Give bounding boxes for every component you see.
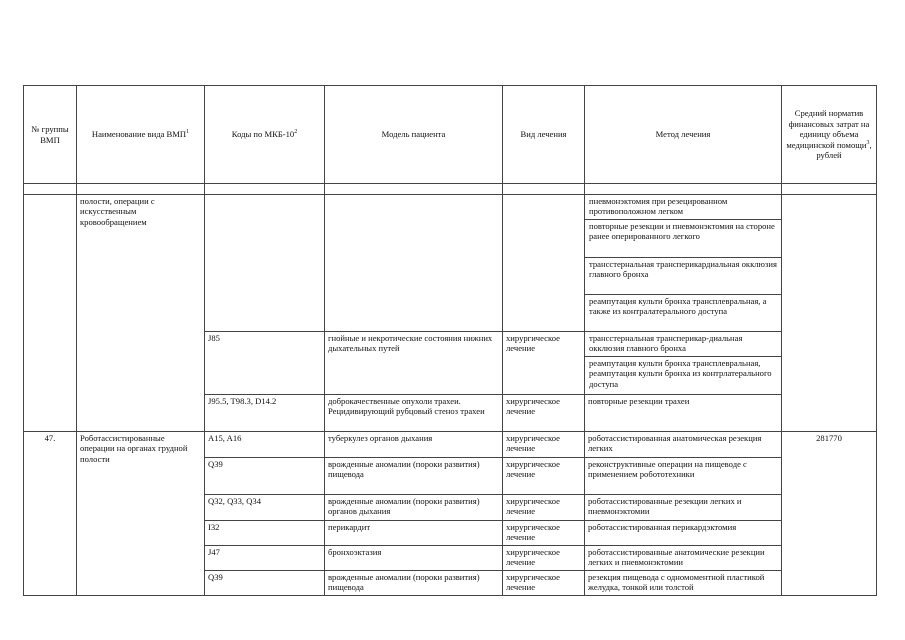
codes-cell: J47 [205,546,325,571]
model-cell: врожденные аномалии (пороки развития) пищевода [325,458,503,495]
header-treatment-type: Вид лечения [503,86,585,184]
codes-cell: J95.5, T98.3, D14.2 [205,395,325,432]
type-cell: хирургическое лечение [503,546,585,571]
codes-cell: Q32, Q33, Q34 [205,495,325,521]
table-row [24,195,877,332]
method-cell: роботассистированные резекции легких и пневмонэктомии [585,495,782,521]
header-icd-codes: Коды по МКБ-$10^2$ [205,86,325,184]
method-cell: роботассистированная перикардэктомия [585,521,782,546]
method-item: пневмонэктомия при резецированном противоположном легком [585,195,781,220]
method-cell: реконструктивные операции на пищеводе с применением робототехники [585,458,782,495]
table-row [24,432,877,458]
group-number-cell [24,195,77,432]
type-cell: хирургическое лечение [503,495,585,521]
methods-cell [585,332,782,395]
codes-cell: I32 [205,521,325,546]
method-item: реампутация культи бронха трансплевральная, реампутация культи бронха из контрлатерального доступа [589,358,772,389]
method-cell: резекция пищевода с одномоментной пластикой желудка, тонкой или толстой [585,571,782,596]
header-cost-norm: Средний норматив финансовых затрат на единицу объема медицинской помощи$^3$, рублей [782,86,877,184]
model-cell: врожденные аномалии (пороки развития) органов дыхания [325,495,503,521]
codes-cell [205,195,325,332]
header-vmp-name: Наименование вида ВМП$^1$ [77,86,205,184]
spacer-row [24,184,877,195]
cost-cell: 281770 [782,432,877,596]
type-cell [503,195,585,332]
model-cell: врожденные аномалии (пороки развития) пищевода [325,571,503,596]
header-patient-model: Модель пациента [325,86,503,184]
header-treatment-method: Метод лечения [585,86,782,184]
model-cell: гнойные и некротические состояния нижних дыхательных путей [325,332,503,395]
method-item: трансстернальная трансперикар-диальная окклюзия главного бронха [585,332,781,357]
vmp-table [23,85,877,596]
group-number-cell: 47. [24,432,77,596]
vmp-name-cell: Роботассистированные операции на органах грудной полости [77,432,205,596]
header-group-number: № группы ВМП [24,86,77,184]
model-cell: доброкачественные опухоли трахеи. Рецидивирующий рубцовый стеноз трахеи [325,395,503,432]
method-item: трансстернальная трансперикардиальная окклюзия главного бронха [585,258,781,295]
cost-cell [782,195,877,432]
codes-cell: A15, A16 [205,432,325,458]
model-cell: бронхоэктазия [325,546,503,571]
model-cell: перикардит [325,521,503,546]
codes-cell: Q39 [205,571,325,596]
model-cell [325,195,503,332]
table-header [24,86,877,184]
type-cell: хирургическое лечение [503,432,585,458]
type-cell: хирургическое лечение [503,521,585,546]
method-cell: роботассистированные анатомические резекции легких и пневмонэктомии [585,546,782,571]
method-item: реампутация культи бронха трансплевральная, а также из контралатерального доступа [589,296,767,317]
codes-cell: J85 [205,332,325,395]
type-cell: хирургическое лечение [503,332,585,395]
type-cell: хирургическое лечение [503,458,585,495]
model-cell: туберкулез органов дыхания [325,432,503,458]
type-cell: хирургическое лечение [503,395,585,432]
type-cell: хирургическое лечение [503,571,585,596]
methods-cell [585,195,782,332]
method-cell: повторные резекции трахеи [585,395,782,432]
vmp-name-cell: полости, операции с искусственным кровообращением [77,195,205,432]
method-item: повторные резекции и пневмонэктомия на стороне ранее оперированного легкого [585,220,781,258]
codes-cell: Q39 [205,458,325,495]
method-cell: роботассистированная анатомическая резекция легких [585,432,782,458]
